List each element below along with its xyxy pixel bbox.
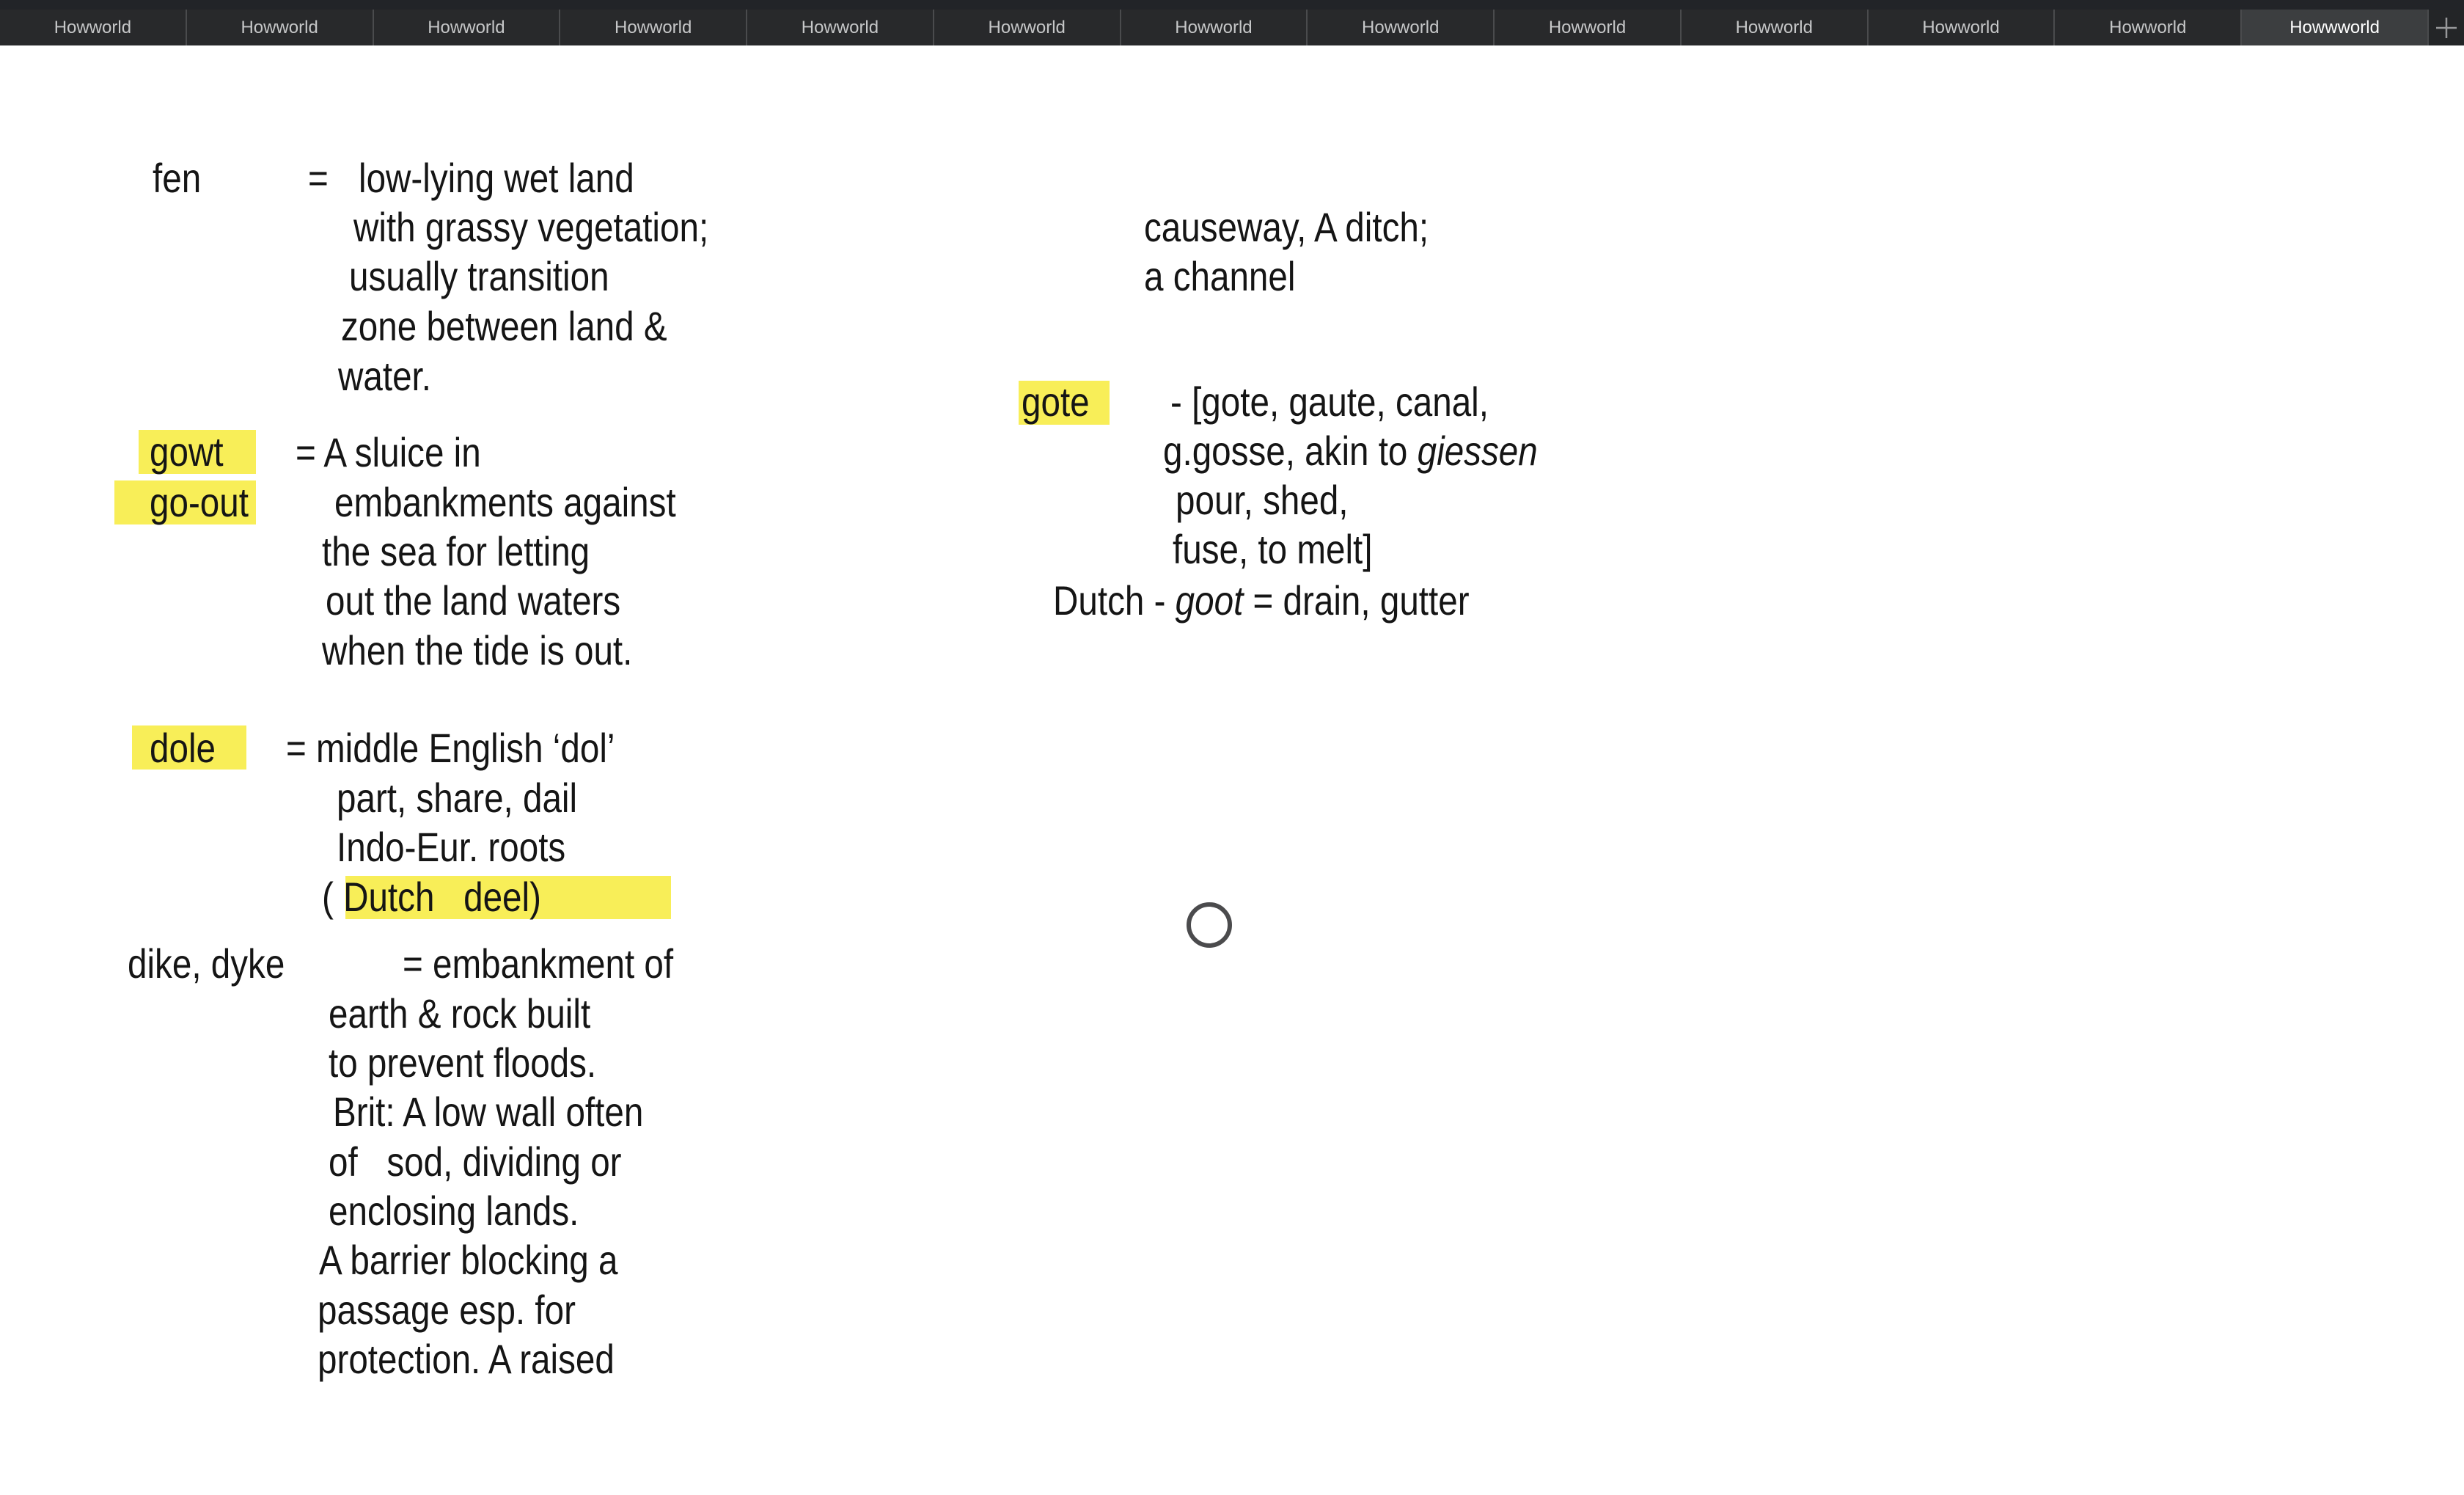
- tab-2[interactable]: Howworld: [187, 10, 374, 45]
- dole-line: = middle English ‘dol’: [286, 725, 615, 771]
- titlebar-strip: [0, 0, 2464, 10]
- dole-line: Indo-Eur. roots: [337, 824, 566, 870]
- plus-icon: [2433, 15, 2460, 41]
- fen-line: low-lying wet land: [359, 155, 634, 201]
- dike-line: enclosing lands.: [329, 1188, 579, 1234]
- dole-line: part, share, dail: [337, 775, 578, 821]
- tab-4[interactable]: Howworld: [560, 10, 747, 45]
- dike-line: protection. A raised: [318, 1336, 615, 1382]
- term-fen: fen: [153, 155, 202, 201]
- tab-5[interactable]: Howworld: [747, 10, 934, 45]
- fen-line: water.: [338, 353, 431, 399]
- note-page: [0, 45, 2464, 1495]
- term-go-out: go-out: [150, 479, 249, 525]
- gote-line: pour, shed,: [1176, 477, 1349, 523]
- fen-line: zone between land &: [341, 303, 667, 349]
- fen-line: usually transition: [349, 253, 609, 299]
- gote-line: g.gosse, akin to giessen: [1163, 428, 1538, 474]
- gowt-line: when the tide is out.: [322, 627, 633, 673]
- gowt-line: the sea for letting: [322, 528, 590, 574]
- term-gowt: gowt: [150, 428, 224, 475]
- gowt-line: embankments against: [334, 479, 676, 525]
- tab-11[interactable]: Howworld: [1869, 10, 2056, 45]
- dike-line: A barrier blocking a: [319, 1237, 618, 1283]
- dike-line: to prevent floods.: [329, 1039, 597, 1086]
- gowt-line: out the land waters: [326, 577, 621, 624]
- term-dike: dike, dyke: [128, 940, 285, 987]
- dike-line: earth & rock built: [329, 990, 591, 1037]
- dike-line: of sod, dividing or: [329, 1138, 622, 1185]
- gowt-line: = A sluice in: [296, 429, 481, 475]
- fen-equals: =: [308, 155, 329, 201]
- tab-bar: [0, 10, 2464, 45]
- causeway-line: causeway, A ditch;: [1144, 204, 1429, 250]
- term-gote: gote: [1022, 379, 1090, 425]
- gote-dutch-line: Dutch - goot = drain, gutter: [1053, 577, 1470, 624]
- tab-3[interactable]: Howworld: [374, 10, 561, 45]
- dole-line: ( Dutch deel): [322, 874, 541, 920]
- tab-12[interactable]: Howworld: [2055, 10, 2242, 45]
- gote-line: fuse, to melt]: [1173, 526, 1373, 572]
- term-dole: dole: [150, 725, 216, 771]
- tab-7[interactable]: Howworld: [1121, 10, 1308, 45]
- dike-line: Brit: A low wall often: [333, 1089, 644, 1135]
- new-tab-button[interactable]: [2429, 10, 2464, 45]
- fen-line: with grassy vegetation;: [353, 204, 709, 250]
- tab-9[interactable]: Howworld: [1495, 10, 1682, 45]
- dike-line: passage esp. for: [318, 1287, 576, 1333]
- tab-10[interactable]: Howworld: [1682, 10, 1869, 45]
- tab-active[interactable]: Howwworld: [2242, 10, 2429, 45]
- circle-annotation: [1187, 902, 1232, 948]
- gote-line: - [gote, gaute, canal,: [1170, 379, 1489, 425]
- tab-8[interactable]: Howworld: [1308, 10, 1495, 45]
- tab-6[interactable]: Howworld: [934, 10, 1121, 45]
- dike-line: = embankment of: [403, 940, 674, 987]
- causeway-line: a channel: [1144, 253, 1296, 299]
- tab-1[interactable]: Howworld: [0, 10, 187, 45]
